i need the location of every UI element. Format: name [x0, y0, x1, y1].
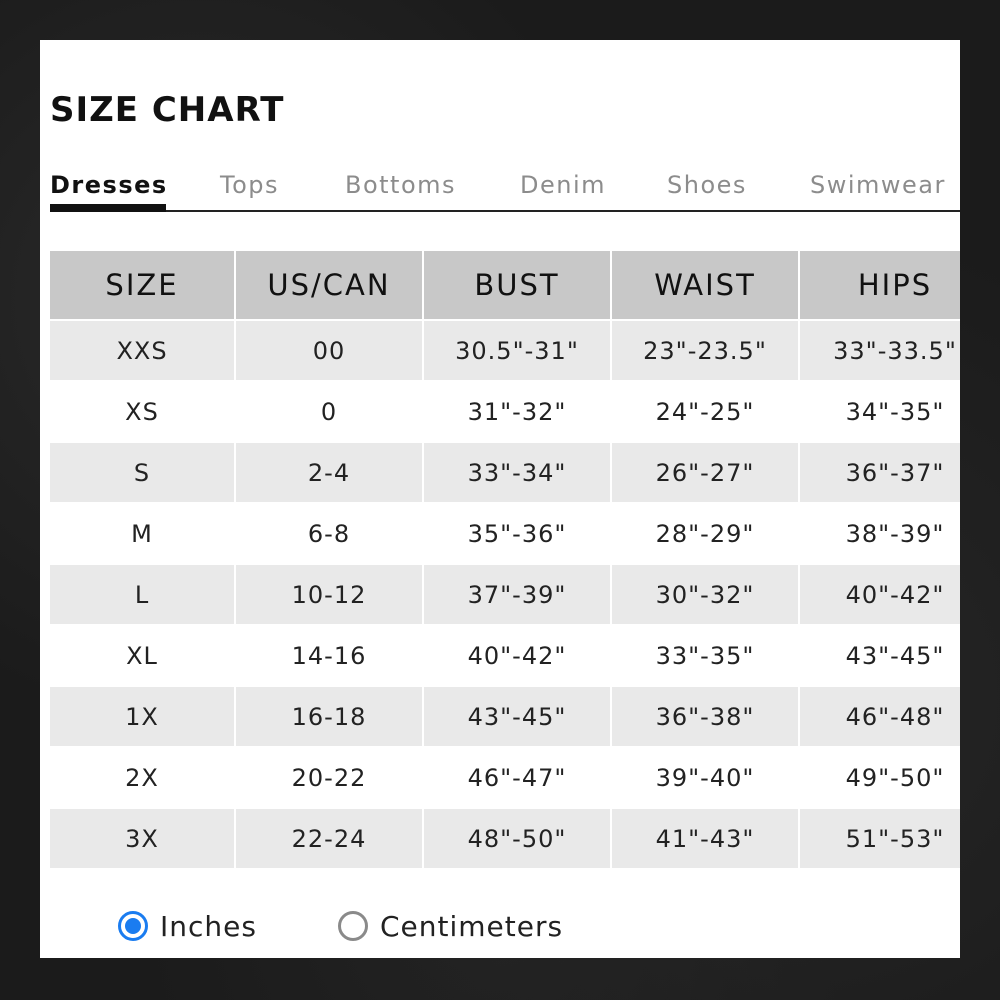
cell-waist: 26"-27"	[612, 443, 798, 504]
tab-denim[interactable]: Denim	[520, 171, 607, 199]
cell-bust: 40"-42"	[424, 626, 610, 687]
active-tab-indicator	[50, 204, 166, 212]
cell-bust: 46"-47"	[424, 748, 610, 809]
cell-size: 1X	[50, 687, 234, 748]
cell-us-can: 20-22	[236, 748, 422, 809]
cell-us-can: 6-8	[236, 504, 422, 565]
table-header-row	[50, 251, 960, 321]
radio-inches-circle[interactable]	[118, 911, 148, 941]
table-row	[50, 443, 960, 504]
radio-centimeters-label: Centimeters	[380, 909, 564, 943]
tab-dresses[interactable]: Dresses	[50, 171, 168, 199]
table-row	[50, 565, 960, 626]
cell-waist: 23"-23.5"	[612, 321, 798, 382]
column-header-size: SIZE	[50, 251, 234, 321]
cell-bust: 48"-50"	[424, 809, 610, 870]
cell-us-can: 10-12	[236, 565, 422, 626]
cell-waist: 36"-38"	[612, 687, 798, 748]
cell-size: XS	[50, 382, 234, 443]
tab-shoes[interactable]: Shoes	[667, 171, 747, 199]
radio-inches[interactable]	[118, 904, 257, 948]
unit-selector	[118, 904, 718, 948]
table-row	[50, 382, 960, 443]
cell-hips: 36"-37"	[800, 443, 960, 504]
category-tabs	[50, 168, 960, 212]
cell-hips: 46"-48"	[800, 687, 960, 748]
size-table-container[interactable]	[50, 251, 960, 871]
radio-centimeters[interactable]	[338, 904, 563, 948]
cell-waist: 41"-43"	[612, 809, 798, 870]
cell-us-can: 14-16	[236, 626, 422, 687]
cell-waist: 33"-35"	[612, 626, 798, 687]
cell-size: L	[50, 565, 234, 626]
cell-us-can: 22-24	[236, 809, 422, 870]
cell-size: S	[50, 443, 234, 504]
cell-size: XXS	[50, 321, 234, 382]
table-row	[50, 809, 960, 870]
cell-bust: 30.5"-31"	[424, 321, 610, 382]
column-header-waist: WAIST	[612, 251, 798, 321]
cell-hips: 33"-33.5"	[800, 321, 960, 382]
page-title: SIZE CHART	[50, 90, 285, 130]
cell-hips: 49"-50"	[800, 748, 960, 809]
cell-us-can: 00	[236, 321, 422, 382]
cell-hips: 51"-53"	[800, 809, 960, 870]
column-header-bust: BUST	[424, 251, 610, 321]
cell-size: XL	[50, 626, 234, 687]
cell-size: 2X	[50, 748, 234, 809]
cell-bust: 43"-45"	[424, 687, 610, 748]
cell-waist: 30"-32"	[612, 565, 798, 626]
cell-size: 3X	[50, 809, 234, 870]
size-chart-panel	[40, 40, 960, 958]
cell-size: M	[50, 504, 234, 565]
column-header-hips: HIPS	[800, 251, 960, 321]
cell-bust: 31"-32"	[424, 382, 610, 443]
cell-waist: 39"-40"	[612, 748, 798, 809]
table-row	[50, 687, 960, 748]
cell-us-can: 16-18	[236, 687, 422, 748]
cell-hips: 38"-39"	[800, 504, 960, 565]
cell-bust: 37"-39"	[424, 565, 610, 626]
cell-hips: 40"-42"	[800, 565, 960, 626]
cell-bust: 35"-36"	[424, 504, 610, 565]
column-header-us-can: US/CAN	[236, 251, 422, 321]
radio-inches-label: Inches	[160, 909, 257, 943]
cell-hips: 43"-45"	[800, 626, 960, 687]
cell-bust: 33"-34"	[424, 443, 610, 504]
table-row	[50, 748, 960, 809]
cell-waist: 24"-25"	[612, 382, 798, 443]
tab-bottoms[interactable]: Bottoms	[345, 171, 457, 199]
cell-us-can: 0	[236, 382, 422, 443]
table-row	[50, 626, 960, 687]
size-table	[50, 251, 960, 870]
table-row	[50, 321, 960, 382]
table-row	[50, 504, 960, 565]
cell-hips: 34"-35"	[800, 382, 960, 443]
cell-waist: 28"-29"	[612, 504, 798, 565]
tab-swimwear[interactable]: Swimwear	[810, 171, 946, 199]
tab-tops[interactable]: Tops	[220, 171, 280, 199]
radio-centimeters-circle[interactable]	[338, 911, 368, 941]
cell-us-can: 2-4	[236, 443, 422, 504]
